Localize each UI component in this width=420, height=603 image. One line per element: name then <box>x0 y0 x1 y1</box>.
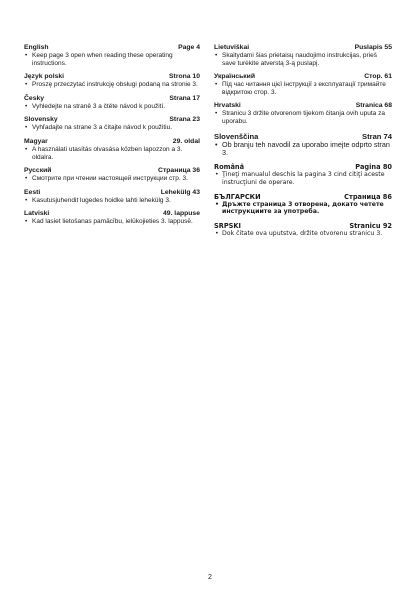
bullet-icon: • <box>25 175 28 183</box>
entry-hungarian <box>24 138 200 161</box>
instruction-text: Stranicu 3 držite otvorenom tijekom čitanja ovih uputa za uporabu. <box>222 110 385 125</box>
bullet-icon: • <box>215 52 218 59</box>
bullet-icon: • <box>215 171 219 179</box>
bullet-icon: • <box>25 196 28 204</box>
page-reference: Stran 74 <box>362 131 392 141</box>
entry-russian <box>24 167 200 183</box>
page-reference: 29. oldal <box>172 137 200 145</box>
entry-estonian <box>24 189 200 205</box>
entry-croatian <box>214 102 392 125</box>
page-reference: Stranicu 92 <box>349 221 392 230</box>
entry-english <box>24 44 200 67</box>
language-name: Український <box>214 73 256 81</box>
bullet-icon: • <box>215 200 219 208</box>
page-reference: Pagina 80 <box>355 163 392 172</box>
page-reference: 49. lappuse <box>162 210 200 218</box>
language-name: БЪЛГАРСКИ <box>214 192 261 201</box>
bullet-icon: • <box>25 102 28 110</box>
instruction-text: Смотрите при чтении настоящей инструкции стр. 3. <box>32 175 188 183</box>
language-name: Slovensky <box>24 116 58 124</box>
language-name: Eesti <box>24 188 41 196</box>
page-reference: Stranica 68 <box>355 102 392 110</box>
instruction-text: Vyhledejte na straně 3 a čtěte návod k použití. <box>32 102 166 110</box>
language-name: Română <box>214 163 245 172</box>
entry-serbian <box>214 222 392 238</box>
language-name: Slovenščina <box>214 131 259 141</box>
page-reference: Puslapis 55 <box>354 44 392 51</box>
right-column <box>214 44 392 243</box>
bullet-icon: • <box>25 52 28 59</box>
bullet-icon: • <box>25 81 28 89</box>
language-name: Język polski <box>24 73 65 81</box>
instruction-text: Дръжте страница 3 отворена, докато четете инструкциите за употреба. <box>222 200 384 216</box>
page-number: 2 <box>208 574 212 581</box>
instruction-text: Ţineţi manualul deschis la pagina 3 cind citiţi aceste instrucţiuni de operare. <box>222 171 385 186</box>
language-name: Lietuviškai <box>214 44 250 51</box>
entry-ukrainian <box>214 73 392 96</box>
instruction-text: Dok čitate ova uputstva, držite otvorenu stranicu 3. <box>222 229 383 237</box>
language-name: Magyar <box>24 137 48 145</box>
language-name: SRPSKI <box>214 221 241 230</box>
entry-czech <box>24 95 200 111</box>
instruction-text: Під час читання цієї інструкції з експлуатації тримайте відкритою стор. 3. <box>222 81 386 96</box>
bullet-icon: • <box>25 124 28 132</box>
instruction-text: A használati utasítás olvasása közben lapozzon a 3. oldalra. <box>32 145 183 161</box>
instruction-text: Kasutusjuhendit lugedes hoidke lahti lehekülg 3. <box>32 196 171 204</box>
page-reference: Страница 36 <box>158 167 200 175</box>
bullet-icon: • <box>215 139 218 149</box>
entry-lithuanian <box>214 44 392 67</box>
instruction-text: Skaitydami šias prietaisų naudojimo instrukcijas, prieš save turėkite atverstą 3-ą puslapį. <box>222 52 377 67</box>
page-reference: Page 4 <box>178 44 200 51</box>
entry-latvian <box>24 210 200 226</box>
entry-slovenian <box>214 132 392 158</box>
entry-bulgarian <box>214 193 392 216</box>
page-reference: Страница 86 <box>344 192 392 201</box>
language-name: Русский <box>24 167 52 175</box>
language-name: Hrvatski <box>214 102 241 110</box>
instruction-text: Vyhľadajte na strane 3 a čítajte návod k použitiu. <box>32 124 173 132</box>
bullet-icon: • <box>25 145 28 153</box>
bullet-icon: • <box>25 218 28 226</box>
language-name: Česky <box>24 94 45 102</box>
instruction-text: Proszę przeczytać instrukcję obsługi podaną na stronie 3. <box>32 81 198 89</box>
instruction-text: Keep page 3 open when reading these operating instructions. <box>32 52 173 67</box>
entry-slovak <box>24 116 200 132</box>
page-reference: Lehekülg 43 <box>160 188 200 196</box>
bullet-icon: • <box>215 229 219 237</box>
bullet-icon: • <box>215 81 218 89</box>
left-column <box>24 44 200 232</box>
entry-romanian <box>214 163 392 186</box>
language-name: English <box>24 44 49 51</box>
entry-polish <box>24 73 200 89</box>
page-reference: Strona 10 <box>169 73 200 81</box>
page-reference: Strana 17 <box>169 94 200 102</box>
instruction-text: Kad lasiet lietošanas pamācību, ielūkojieties 3. lappusē. <box>32 218 193 226</box>
page-reference: Strana 23 <box>169 116 200 124</box>
page-reference: Стор. 61 <box>364 73 392 81</box>
language-name: Latviski <box>24 210 50 218</box>
instruction-text: Ob branju teh navodil za uporabo imejte odprto stran 3. <box>222 139 390 157</box>
bullet-icon: • <box>215 110 218 118</box>
